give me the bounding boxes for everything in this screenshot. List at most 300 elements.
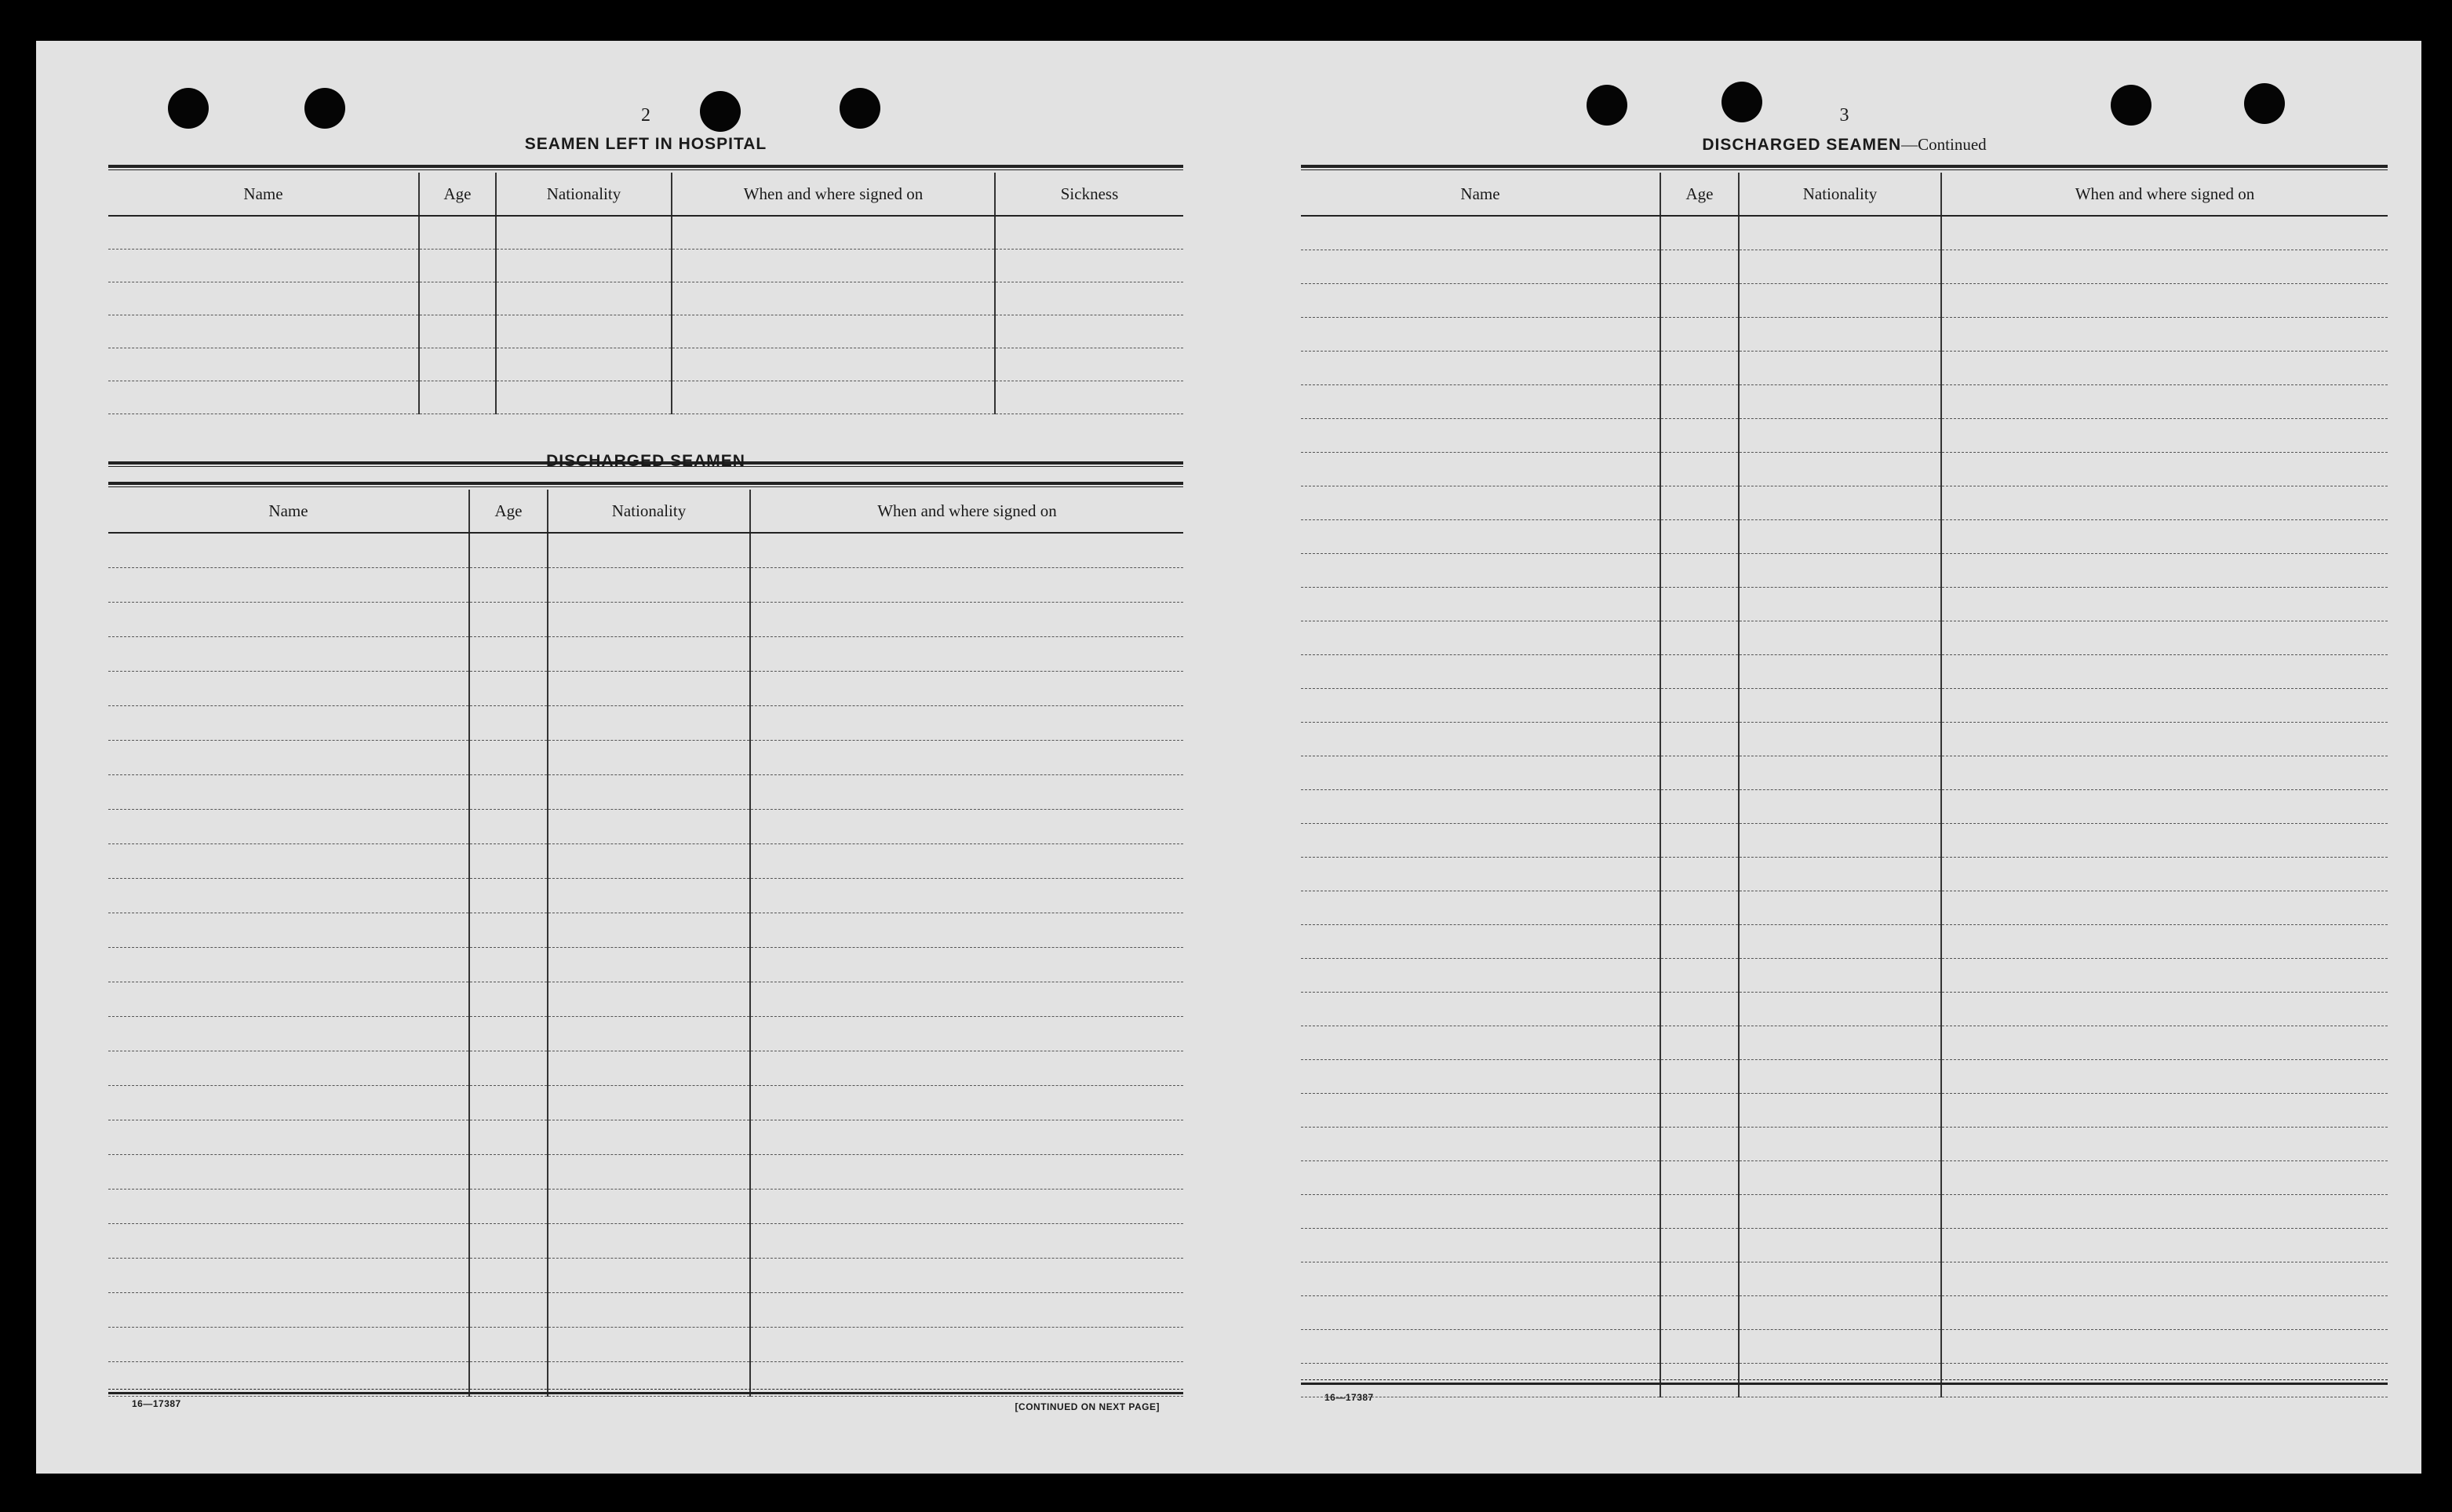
- section-rule: [108, 165, 1183, 170]
- table-cell: [750, 1190, 1183, 1224]
- table-cell: [1660, 284, 1739, 318]
- table-cell: [548, 844, 750, 879]
- table-cell: [1941, 284, 2388, 318]
- table-cell: [1301, 1296, 1660, 1330]
- table-cell: [1301, 453, 1660, 486]
- table-cell: [108, 879, 469, 913]
- table-cell: [1739, 588, 1941, 621]
- table-cell: [1739, 1262, 1941, 1296]
- table-cell: [1660, 520, 1739, 554]
- table-cell: [1941, 959, 2388, 993]
- table-cell: [419, 216, 496, 250]
- table-cell: [1301, 925, 1660, 959]
- table-cell: [548, 982, 750, 1017]
- table-cell: [548, 1017, 750, 1051]
- table-cell: [1739, 756, 1941, 790]
- table-cell: [1301, 1026, 1660, 1060]
- table-cell: [469, 603, 548, 637]
- table-cell: [496, 315, 672, 348]
- table-row: [108, 1017, 1183, 1051]
- table-cell: [1660, 790, 1739, 824]
- table-cell: [1660, 689, 1739, 723]
- table-cell: [750, 982, 1183, 1017]
- table-cell: [1941, 453, 2388, 486]
- table-row: [108, 1293, 1183, 1328]
- table-cell: [469, 982, 548, 1017]
- table-cell: [548, 672, 750, 706]
- table-cell: [108, 672, 469, 706]
- table-cell: [1301, 352, 1660, 385]
- table-cell: [750, 1017, 1183, 1051]
- table-cell: [469, 706, 548, 741]
- table-cell: [1301, 250, 1660, 284]
- table-cell: [1941, 993, 2388, 1026]
- table-cell: [1739, 723, 1941, 756]
- table-row: [108, 1328, 1183, 1362]
- table-cell: [108, 1328, 469, 1362]
- table-row: [1301, 520, 2388, 554]
- table-cell: [419, 250, 496, 282]
- table-cell: [1739, 824, 1941, 858]
- table-cell: [1660, 352, 1739, 385]
- table-row: [1301, 216, 2388, 250]
- table-cell: [1739, 790, 1941, 824]
- table-cell: [1941, 824, 2388, 858]
- table-cell: [108, 844, 469, 879]
- table-cell: [672, 250, 995, 282]
- table-cell: [108, 810, 469, 844]
- table-cell: [108, 1293, 469, 1328]
- table-cell: [1660, 891, 1739, 925]
- table-cell: [496, 250, 672, 282]
- table-cell: [469, 810, 548, 844]
- table-cell: [548, 1086, 750, 1120]
- table-cell: [496, 282, 672, 315]
- table-row: [108, 741, 1183, 775]
- table-cell: [1941, 756, 2388, 790]
- form-code: 16—17387: [132, 1398, 181, 1409]
- column-header-nationality: Nationality: [548, 490, 750, 533]
- table-cell: [108, 250, 419, 282]
- table-cell: [1739, 858, 1941, 891]
- table-cell: [548, 775, 750, 810]
- table-cell: [750, 913, 1183, 948]
- table-cell: [750, 1051, 1183, 1086]
- column-header-nationality: Nationality: [496, 173, 672, 216]
- table-cell: [1941, 1026, 2388, 1060]
- table-cell: [1301, 689, 1660, 723]
- table-cell: [1941, 588, 2388, 621]
- table-cell: [1739, 284, 1941, 318]
- column-header-signed-on: When and where signed on: [1941, 173, 2388, 216]
- table-cell: [1301, 554, 1660, 588]
- table-cell: [750, 568, 1183, 603]
- table-row: [1301, 621, 2388, 655]
- table-row: [108, 672, 1183, 706]
- table-cell: [1941, 621, 2388, 655]
- table-cell: [1739, 554, 1941, 588]
- table-row: [108, 381, 1183, 414]
- table-row: [1301, 588, 2388, 621]
- continued-label: —Continued: [1901, 135, 1987, 154]
- table-cell: [1739, 1296, 1941, 1330]
- table-row: [1301, 1262, 2388, 1296]
- discharged-section-title: DISCHARGED SEAMEN: [546, 452, 745, 470]
- table-cell: [750, 879, 1183, 913]
- table-cell: [1941, 689, 2388, 723]
- table-cell: [1739, 520, 1941, 554]
- table-row: [1301, 250, 2388, 284]
- table-row: [1301, 1094, 2388, 1128]
- table-cell: [1739, 1060, 1941, 1094]
- table-row: [108, 568, 1183, 603]
- table-row: [108, 879, 1183, 913]
- table-cell: [1301, 419, 1660, 453]
- table-row: [108, 315, 1183, 348]
- table-row: [1301, 891, 2388, 925]
- table-cell: [548, 1259, 750, 1293]
- table-cell: [1660, 419, 1739, 453]
- table-cell: [469, 948, 548, 982]
- table-cell: [419, 381, 496, 414]
- table-cell: [108, 948, 469, 982]
- table-cell: [1941, 1296, 2388, 1330]
- table-cell: [1941, 216, 2388, 250]
- table-cell: [1941, 891, 2388, 925]
- table-row: [1301, 1128, 2388, 1161]
- table-cell: [1301, 284, 1660, 318]
- table-row: [1301, 723, 2388, 756]
- table-row: [108, 250, 1183, 282]
- table-cell: [469, 844, 548, 879]
- table-cell: [108, 381, 419, 414]
- table-cell: [1660, 723, 1739, 756]
- table-cell: [1660, 621, 1739, 655]
- table-row: [1301, 1330, 2388, 1364]
- column-header-name: Name: [108, 173, 419, 216]
- table-row: [1301, 1296, 2388, 1330]
- discharged-continued-title: [1301, 135, 2388, 155]
- form-sheet: [36, 41, 2421, 1474]
- table-cell: [548, 1328, 750, 1362]
- table-cell: [1739, 453, 1941, 486]
- table-row: [108, 706, 1183, 741]
- table-cell: [1660, 824, 1739, 858]
- table-cell: [1301, 824, 1660, 858]
- table-cell: [548, 1155, 750, 1190]
- table-cell: [1739, 216, 1941, 250]
- table-cell: [995, 348, 1183, 381]
- table-cell: [1660, 486, 1739, 520]
- table-cell: [108, 706, 469, 741]
- table-cell: [1660, 1262, 1739, 1296]
- table-cell: [1301, 756, 1660, 790]
- table-cell: [469, 1120, 548, 1155]
- table-cell: [469, 1190, 548, 1224]
- table-row: [108, 1086, 1183, 1120]
- table-cell: [750, 706, 1183, 741]
- table-cell: [108, 603, 469, 637]
- table-cell: [1660, 858, 1739, 891]
- table-cell: [1301, 723, 1660, 756]
- table-cell: [548, 741, 750, 775]
- table-row: [1301, 959, 2388, 993]
- table-cell: [1301, 891, 1660, 925]
- table-cell: [1301, 790, 1660, 824]
- table-cell: [1941, 1161, 2388, 1195]
- table-cell: [1660, 1195, 1739, 1229]
- table-row: [108, 844, 1183, 879]
- table-cell: [1301, 1161, 1660, 1195]
- table-cell: [548, 568, 750, 603]
- table-cell: [1301, 216, 1660, 250]
- table-cell: [750, 637, 1183, 672]
- table-cell: [469, 568, 548, 603]
- hospital-section-title: SEAMEN LEFT IN HOSPITAL: [524, 135, 767, 153]
- table-cell: [1941, 1262, 2388, 1296]
- table-cell: [1941, 1195, 2388, 1229]
- table-row: [108, 282, 1183, 315]
- table-cell: [1660, 318, 1739, 352]
- table-cell: [496, 216, 672, 250]
- table-cell: [672, 381, 995, 414]
- table-cell: [1301, 1330, 1660, 1364]
- table-cell: [469, 637, 548, 672]
- table-cell: [548, 1224, 750, 1259]
- table-cell: [672, 315, 995, 348]
- table-cell: [108, 348, 419, 381]
- page-number: 2: [641, 105, 650, 126]
- table-cell: [1739, 1330, 1941, 1364]
- table-cell: [469, 1224, 548, 1259]
- column-header-age: Age: [1660, 173, 1739, 216]
- continued-note: [CONTINUED ON NEXT PAGE]: [1015, 1401, 1160, 1412]
- table-row: [1301, 352, 2388, 385]
- table-cell: [1660, 655, 1739, 689]
- table-row: [108, 948, 1183, 982]
- form-code: 16—17387: [1324, 1392, 1374, 1403]
- table-cell: [548, 706, 750, 741]
- column-header-sickness: Sickness: [995, 173, 1183, 216]
- table-cell: [1941, 318, 2388, 352]
- table-row: [1301, 858, 2388, 891]
- section-rule: [108, 482, 1183, 487]
- hospital-table: [108, 173, 1183, 414]
- table-cell: [1739, 655, 1941, 689]
- table-cell: [1301, 318, 1660, 352]
- column-header-name: Name: [108, 490, 469, 533]
- table-cell: [1739, 1229, 1941, 1262]
- table-cell: [1941, 1229, 2388, 1262]
- table-cell: [1941, 925, 2388, 959]
- discharged-table: [108, 490, 1183, 1397]
- table-cell: [1301, 1195, 1660, 1229]
- table-cell: [995, 216, 1183, 250]
- table-cell: [419, 282, 496, 315]
- table-row: [108, 810, 1183, 844]
- table-row: [1301, 655, 2388, 689]
- table-cell: [419, 315, 496, 348]
- table-cell: [496, 381, 672, 414]
- table-cell: [1660, 959, 1739, 993]
- table-row: [1301, 1195, 2388, 1229]
- table-cell: [1739, 925, 1941, 959]
- table-cell: [995, 282, 1183, 315]
- table-cell: [1301, 1229, 1660, 1262]
- table-cell: [469, 1051, 548, 1086]
- table-row: [108, 913, 1183, 948]
- table-row: [1301, 486, 2388, 520]
- table-cell: [1739, 621, 1941, 655]
- table-cell: [1301, 520, 1660, 554]
- table-cell: [1739, 1161, 1941, 1195]
- table-cell: [1941, 1060, 2388, 1094]
- table-cell: [108, 315, 419, 348]
- table-cell: [1301, 1128, 1660, 1161]
- table-cell: [750, 1328, 1183, 1362]
- table-cell: [1739, 1026, 1941, 1060]
- table-row: [1301, 453, 2388, 486]
- table-row: [108, 637, 1183, 672]
- table-row: [1301, 689, 2388, 723]
- table-cell: [1660, 554, 1739, 588]
- table-cell: [469, 672, 548, 706]
- table-cell: [995, 250, 1183, 282]
- table-cell: [1660, 925, 1739, 959]
- table-cell: [469, 1259, 548, 1293]
- table-cell: [1941, 858, 2388, 891]
- discharged-continued-table: [1301, 173, 2388, 1397]
- table-cell: [1739, 486, 1941, 520]
- table-row: [108, 1259, 1183, 1293]
- table-row: [108, 533, 1183, 568]
- table-cell: [1301, 959, 1660, 993]
- section-title-text: DISCHARGED SEAMEN: [1702, 136, 1902, 154]
- table-row: [1301, 790, 2388, 824]
- bottom-rule: [1301, 1379, 2388, 1385]
- table-cell: [469, 741, 548, 775]
- table-row: [108, 982, 1183, 1017]
- table-cell: [1301, 655, 1660, 689]
- table-row: [108, 1224, 1183, 1259]
- discharged-header-row: [1301, 173, 2388, 216]
- table-row: [1301, 925, 2388, 959]
- table-cell: [108, 913, 469, 948]
- table-cell: [108, 216, 419, 250]
- table-cell: [469, 1293, 548, 1328]
- table-cell: [1301, 1060, 1660, 1094]
- table-cell: [469, 1328, 548, 1362]
- table-cell: [1739, 689, 1941, 723]
- table-row: [1301, 993, 2388, 1026]
- table-cell: [1660, 1026, 1739, 1060]
- table-cell: [548, 1051, 750, 1086]
- column-header-name: Name: [1301, 173, 1660, 216]
- table-cell: [750, 672, 1183, 706]
- table-cell: [750, 844, 1183, 879]
- table-row: [1301, 419, 2388, 453]
- table-cell: [419, 348, 496, 381]
- table-cell: [1739, 250, 1941, 284]
- bottom-rule: [108, 1389, 1183, 1394]
- table-cell: [108, 568, 469, 603]
- table-cell: [750, 1086, 1183, 1120]
- table-cell: [469, 879, 548, 913]
- hospital-header-row: [108, 173, 1183, 216]
- table-cell: [469, 1086, 548, 1120]
- table-row: [108, 603, 1183, 637]
- table-cell: [750, 810, 1183, 844]
- table-cell: [1941, 554, 2388, 588]
- table-cell: [1739, 1094, 1941, 1128]
- table-cell: [1660, 250, 1739, 284]
- table-row: [1301, 284, 2388, 318]
- table-row: [1301, 385, 2388, 419]
- table-cell: [1660, 1296, 1739, 1330]
- column-header-signed-on: When and where signed on: [672, 173, 995, 216]
- table-row: [108, 348, 1183, 381]
- page-number: 3: [1839, 105, 1849, 126]
- table-cell: [750, 948, 1183, 982]
- table-row: [1301, 1026, 2388, 1060]
- table-cell: [469, 775, 548, 810]
- table-cell: [108, 775, 469, 810]
- table-cell: [548, 1190, 750, 1224]
- table-cell: [1739, 419, 1941, 453]
- table-cell: [108, 1051, 469, 1086]
- table-cell: [750, 533, 1183, 568]
- table-cell: [1660, 756, 1739, 790]
- table-cell: [1941, 352, 2388, 385]
- table-cell: [1739, 959, 1941, 993]
- column-header-age: Age: [419, 173, 496, 216]
- table-cell: [1660, 993, 1739, 1026]
- table-cell: [108, 1120, 469, 1155]
- table-cell: [995, 381, 1183, 414]
- table-cell: [108, 1224, 469, 1259]
- table-cell: [1660, 1330, 1739, 1364]
- table-cell: [469, 533, 548, 568]
- table-cell: [750, 1155, 1183, 1190]
- table-cell: [1739, 891, 1941, 925]
- table-cell: [108, 982, 469, 1017]
- table-row: [108, 1051, 1183, 1086]
- table-row: [1301, 318, 2388, 352]
- table-cell: [1941, 419, 2388, 453]
- table-cell: [108, 1259, 469, 1293]
- table-cell: [1301, 588, 1660, 621]
- table-row: [1301, 1060, 2388, 1094]
- table-cell: [750, 1259, 1183, 1293]
- table-row: [108, 1190, 1183, 1224]
- table-cell: [1660, 1094, 1739, 1128]
- table-cell: [1301, 993, 1660, 1026]
- table-cell: [1941, 250, 2388, 284]
- table-cell: [1301, 1094, 1660, 1128]
- table-cell: [750, 1224, 1183, 1259]
- table-cell: [1660, 216, 1739, 250]
- table-cell: [1739, 1128, 1941, 1161]
- section-rule: [1301, 165, 2388, 170]
- table-cell: [1739, 385, 1941, 419]
- table-cell: [1941, 723, 2388, 756]
- table-cell: [750, 775, 1183, 810]
- table-cell: [1941, 655, 2388, 689]
- table-cell: [548, 603, 750, 637]
- table-cell: [496, 348, 672, 381]
- table-cell: [548, 1293, 750, 1328]
- table-cell: [672, 216, 995, 250]
